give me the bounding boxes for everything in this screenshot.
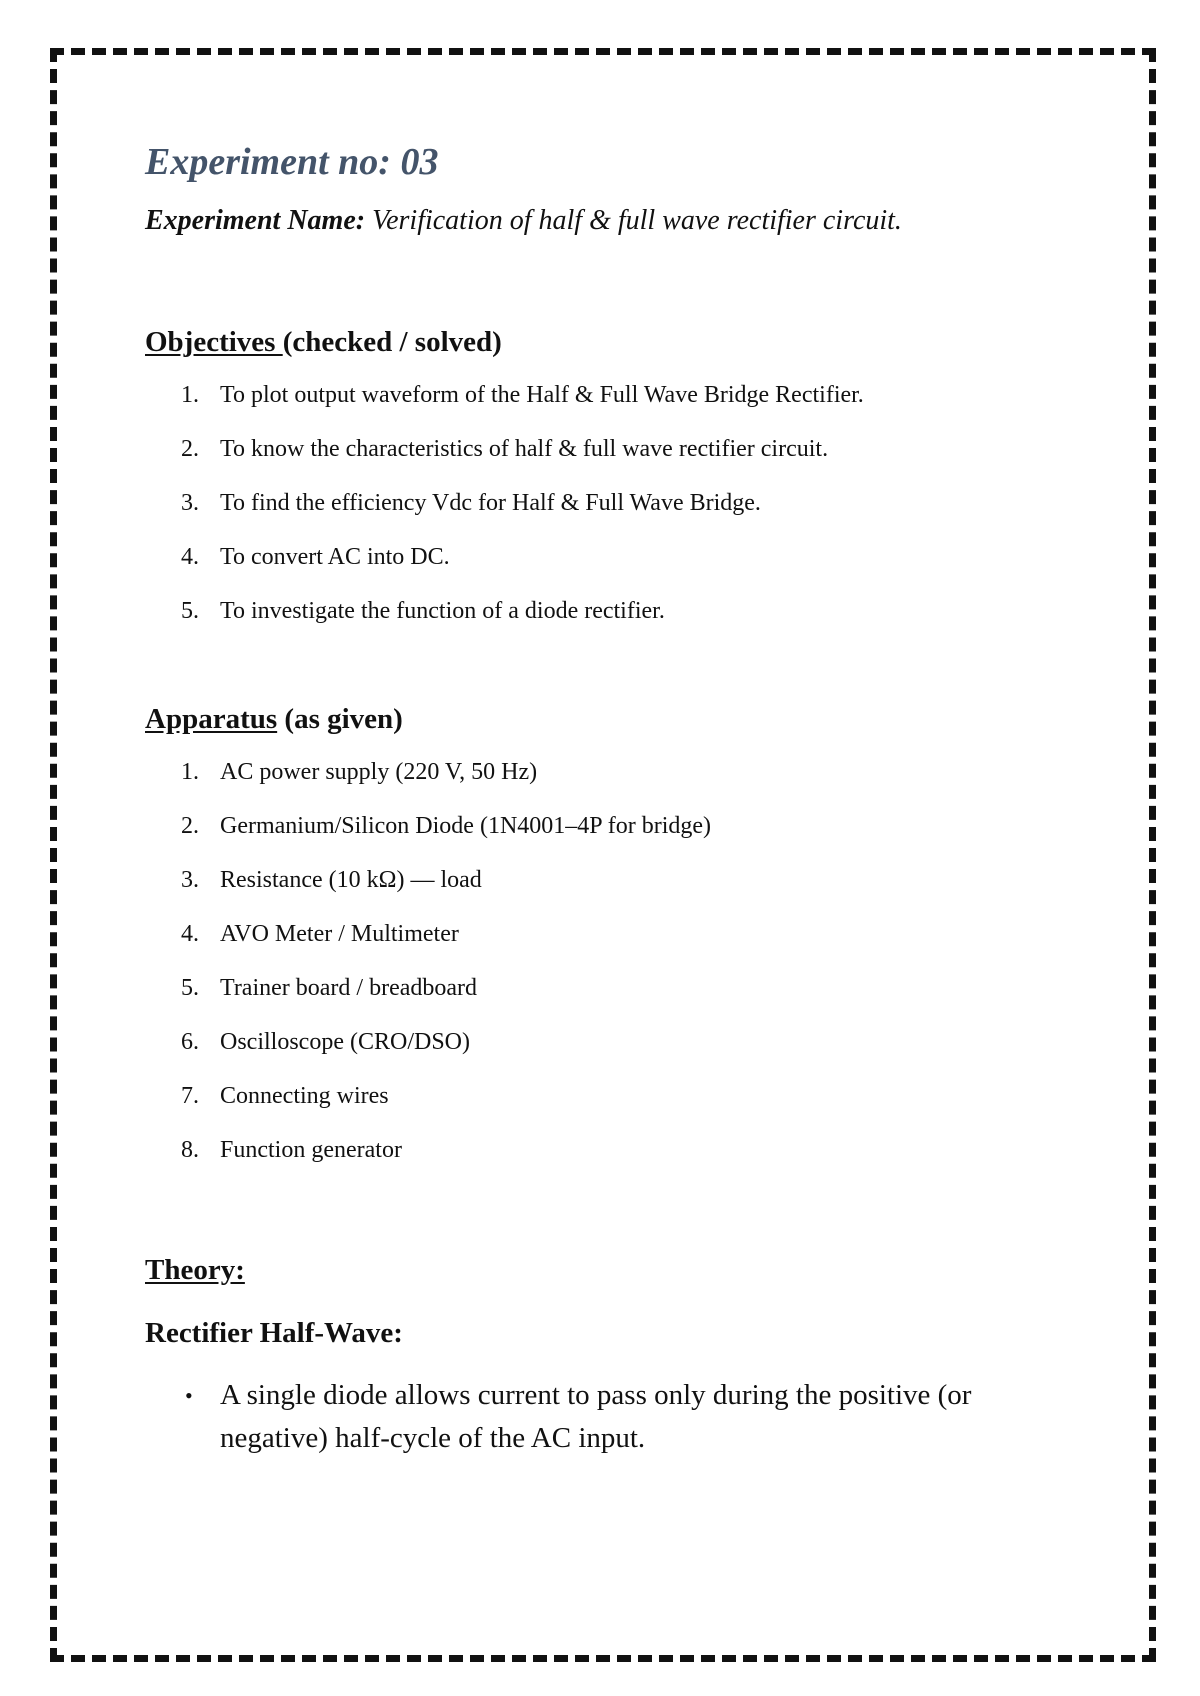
list-item — [145, 811, 1075, 841]
list-item-number: 6. — [181, 1028, 199, 1055]
list-item — [145, 1135, 1075, 1165]
list-item — [145, 919, 1075, 949]
list-item-number: 5. — [181, 974, 199, 1001]
bullet-icon: • — [185, 1383, 193, 1409]
list-item — [145, 1027, 1075, 1057]
list-item-text: Function generator — [220, 1136, 402, 1163]
objectives-title-suffix: (checked / solved) — [282, 326, 502, 359]
apparatus-title: Apparatus — [145, 702, 278, 735]
list-item-text: To plot output waveform of the Half & Full Wave Bridge Rectifier. — [220, 381, 864, 408]
list-item-number: 7. — [181, 1082, 199, 1109]
list-item-text: To find the efficiency Vdc for Half & Full Wave Bridge. — [220, 489, 761, 516]
list-item-number: 3. — [181, 866, 199, 893]
experiment-number: Experiment no: 03 — [145, 141, 439, 183]
list-item-text: Trainer board / breadboard — [220, 974, 478, 1001]
list-item-number: 5. — [181, 597, 199, 624]
list-item-number: 1. — [181, 758, 199, 785]
apparatus-section — [145, 702, 1075, 1165]
list-item-text: AC power supply (220 V, 50 Hz) — [220, 758, 538, 785]
objectives-section — [145, 325, 1075, 626]
list-item-number: 1. — [181, 381, 199, 408]
list-item — [145, 434, 1075, 464]
list-item-number: 2. — [181, 812, 199, 839]
theory-title: Theory: — [145, 1253, 245, 1286]
list-item-text: Oscilloscope (CRO/DSO) — [220, 1028, 470, 1055]
theory-section — [145, 1253, 1075, 1461]
experiment-name-value: Verification of half & full wave rectifier circuit. — [365, 204, 902, 236]
experiment-name-label: Experiment Name: — [145, 204, 366, 236]
list-item — [145, 542, 1075, 572]
list-item — [145, 973, 1075, 1003]
list-item-text: AVO Meter / Multimeter — [220, 920, 459, 947]
objectives-list — [145, 380, 1075, 626]
bullet-item — [145, 1374, 1075, 1460]
list-item — [145, 596, 1075, 626]
apparatus-heading — [145, 702, 1075, 737]
list-item — [145, 757, 1075, 787]
theory-heading — [145, 1253, 1075, 1288]
bullet-text: A single diode allows current to pass only during the positive (or negative) half-cycle of the AC input. — [220, 1379, 972, 1455]
apparatus-list — [145, 757, 1075, 1165]
theory-subheading: Rectifier Half-Wave: — [145, 1316, 403, 1349]
list-item — [145, 380, 1075, 410]
list-item-number: 3. — [181, 489, 199, 516]
list-item-text: To convert AC into DC. — [220, 543, 450, 570]
list-item-number: 8. — [181, 1136, 199, 1163]
document-content — [145, 140, 1075, 1460]
objectives-heading — [145, 325, 1075, 360]
list-item-number: 4. — [181, 543, 199, 570]
list-item-text: To know the characteristics of half & full wave rectifier circuit. — [220, 435, 829, 462]
list-item-text: Connecting wires — [220, 1082, 389, 1109]
experiment-name — [145, 204, 1075, 238]
list-item-number: 2. — [181, 435, 199, 462]
list-item-text: Resistance (10 kΩ) — load — [220, 866, 482, 893]
list-item-number: 4. — [181, 920, 199, 947]
list-item — [145, 1081, 1075, 1111]
list-item-text: Germanium/Silicon Diode (1N4001–4P for bridge) — [220, 812, 712, 839]
list-item — [145, 865, 1075, 895]
list-item — [145, 488, 1075, 518]
list-item-text: To investigate the function of a diode rectifier. — [220, 597, 665, 624]
apparatus-title-suffix: (as given) — [277, 702, 403, 735]
theory-bullet-list — [145, 1374, 1075, 1460]
objectives-title: Objectives — [145, 326, 283, 359]
